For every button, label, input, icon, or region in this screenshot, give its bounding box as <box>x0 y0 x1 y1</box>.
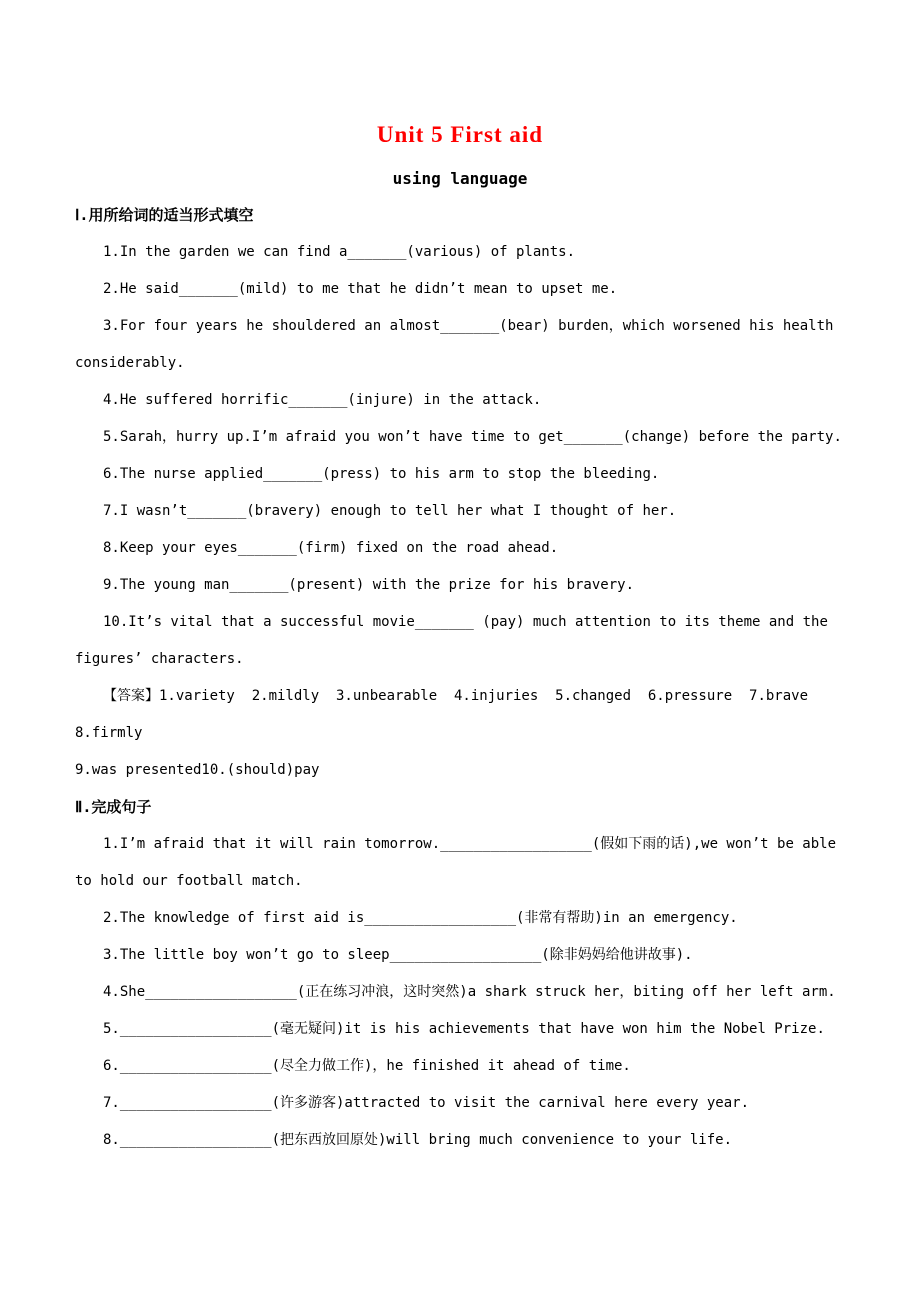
exercise-item: 9.The young man_______(present) with the prize for his bravery. <box>103 577 635 593</box>
answer-key-line: 9.was presented10.(should)pay <box>75 762 320 778</box>
exercise-item: 10.It’s vital that a successful movie_______ (pay) much attention to its theme and the figures’ characters. <box>75 614 837 667</box>
exercise-item: 2.The knowledge of first aid is__________________(非常有帮助)in an emergency. <box>103 910 738 926</box>
section1-heading: Ⅰ.用所给词的适当形式填空 <box>75 206 254 224</box>
page-subtitle: using language <box>392 169 528 188</box>
answer-key-line: 【答案】1.variety 2.mildly 3.unbearable 4.injuries 5.changed 6.pressure 7.brave 8.firmly <box>75 688 817 741</box>
exercise-item: 3.The little boy won’t go to sleep__________________(除非妈妈给他讲故事). <box>103 947 693 963</box>
exercise-item: 5.Sarah，hurry up.I’m afraid you won’t have time to get_______(change) before the party. <box>103 429 842 445</box>
exercise-item: 3.For four years he shouldered an almost_______(bear) burden，which worsened his health considerably. <box>75 318 842 371</box>
exercise-item: 1.I’m afraid that it will rain tomorrow.__________________(假如下雨的话),we won’t be able to hold our football match. <box>75 836 845 889</box>
exercise-item: 4.He suffered horrific_______(injure) in the attack. <box>103 392 542 408</box>
exercise-item: 8.Keep your eyes_______(firm) fixed on the road ahead. <box>103 540 559 556</box>
section2-heading: Ⅱ.完成句子 <box>75 798 152 816</box>
section1-item-list <box>75 234 845 678</box>
exercise-item: 8.__________________(把东西放回原处)will bring much convenience to your life. <box>103 1132 733 1148</box>
exercise-item: 6.__________________(尽全力做工作)，he finished it ahead of time. <box>103 1058 631 1074</box>
exercise-item: 5.__________________(毫无疑问)it is his achievements that have won him the Nobel Prize. <box>103 1021 825 1037</box>
exercise-item: 7.I wasn’t_______(bravery) enough to tell her what I thought of her. <box>103 503 677 519</box>
page-title: Unit 5 First aid <box>376 122 544 147</box>
exercise-item: 6.The nurse applied_______(press) to his arm to stop the bleeding. <box>103 466 660 482</box>
exercise-item: 1.In the garden we can find a_______(various) of plants. <box>103 244 576 260</box>
exercise-item: 4.She__________________(正在练习冲浪，这时突然)a shark struck her，biting off her left arm. <box>103 984 836 1000</box>
exercise-item: 7.__________________(许多游客)attracted to visit the carnival here every year. <box>103 1095 750 1111</box>
section2-item-list <box>75 826 845 1159</box>
exercise-item: 2.He said_______(mild) to me that he didn’t mean to upset me. <box>103 281 618 297</box>
